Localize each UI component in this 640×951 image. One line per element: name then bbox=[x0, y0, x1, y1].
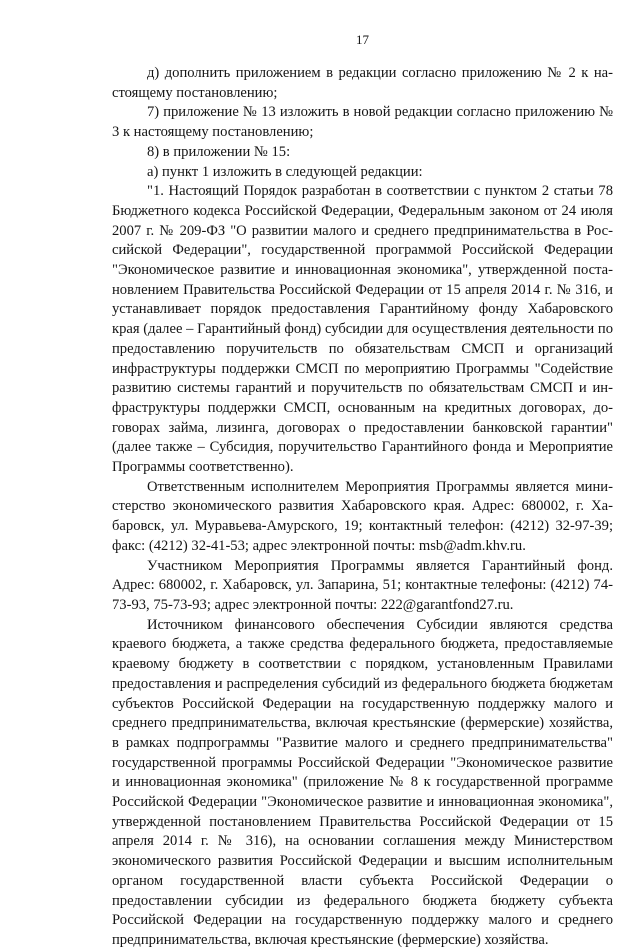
paragraph-point-1: "1. Настоящий Порядок разработан в соответствии с пунктом 2 статьи 78 Бюджетного кодекса Российской Федерации, Федеральным законом от 24 июля 2007 г. № 209-ФЗ "О развитии малого и среднего предпринимательства в Российской Федерации", государственной программой Российской Федерации "Экономическое развитие и инновационная экономика", утвержденной постановлением Правительства Российской Федерации от 15 апреля 2014 г. № 316, и устанавливает порядок предоставления Гарантийному фонду Хабаровского края (далее – Гарантийный фонд) субсидии для осуществления деятельности по предоставлению поручительств по обязательствам СМСП и организаций инфраструктуры поддержки СМСП по мероприятию Программы "Содействие развитию системы гарантий и поручительств по обязательствам СМСП и инфраструктуры поддержки СМСП, основанным на кредитных договорах, договорах займа, лизинга, договорах о предоставлении банковской гарантии" (далее также – Субсидия, поручительство Гарантийного фонда и Мероприятие Программы соответственно). bbox=[112, 183, 613, 476]
paragraph-participant: Участником Мероприятия Программы является Гарантийный фонд. Адрес: 680002, г. Хабаровск, ул. Запарина, 51; контактные телефоны: (4212) 74-73-93, 75-73-93; адрес электронной почты: 222@garantfond27.ru. bbox=[112, 557, 613, 613]
document-body bbox=[112, 64, 613, 951]
paragraph-item-d: д) дополнить приложением в редакции согласно приложению № 2 к настоящему постановлению; bbox=[112, 65, 613, 101]
paragraph-responsible-executor: Ответственным исполнителем Мероприятия Программы является министерство экономического развития Хабаровского края. Адрес: 680002, г. Хабаровск, ул. Муравьева-Амурского, 19; контактный телефон: (4212) 32-97-39; факс: (4212) 32-41-53; адрес электронной почты: msb@adm.khv.ru. bbox=[112, 478, 613, 554]
paragraph-item-7: 7) приложение № 13 изложить в новой редакции согласно приложению № 3 к настоящему постановлению; bbox=[112, 104, 613, 141]
paragraph-funding-source: Источником финансового обеспечения Субсидии являются средства краевого бюджета, а также средства федерального бюджета, предоставляемые краевому бюджету в соответствии с порядком, установленным Правилами предоставления и распределения субсидий из федерального бюджета бюджетам субъектов Российской Федерации на государственную поддержку малого и среднего предпринимательства, включая крестьянские (фермерские) хозяйства, в рамках подпрограммы "Развитие малого и среднего предпринимательства" государственной программы Российской Федерации "Экономическое развитие и инновационная экономика" (приложение № 8 к государственной программе Российской Федерации "Экономическое развитие и инновационная экономика", утвержденной постановлением Правительства Российской Федерации от 15 апреля 2014 г. № 316), на основании соглашения между Министерством экономического развития Российской Федерации и высшим исполнительным органом государственной власти субъекта Российской Федерации о предоставлении субсидии из федерального бюджета бюджету субъекта Российской Федерации на государственную поддержку малого и среднего предпринимательства, включая крестьянские (фермерские) хозяйства. bbox=[112, 616, 613, 948]
page-number: 17 bbox=[356, 32, 369, 47]
paragraph-item-8: 8) в приложении № 15: bbox=[147, 143, 291, 160]
paragraph-subitem-a: а) пункт 1 изложить в следующей редакции: bbox=[147, 163, 423, 180]
